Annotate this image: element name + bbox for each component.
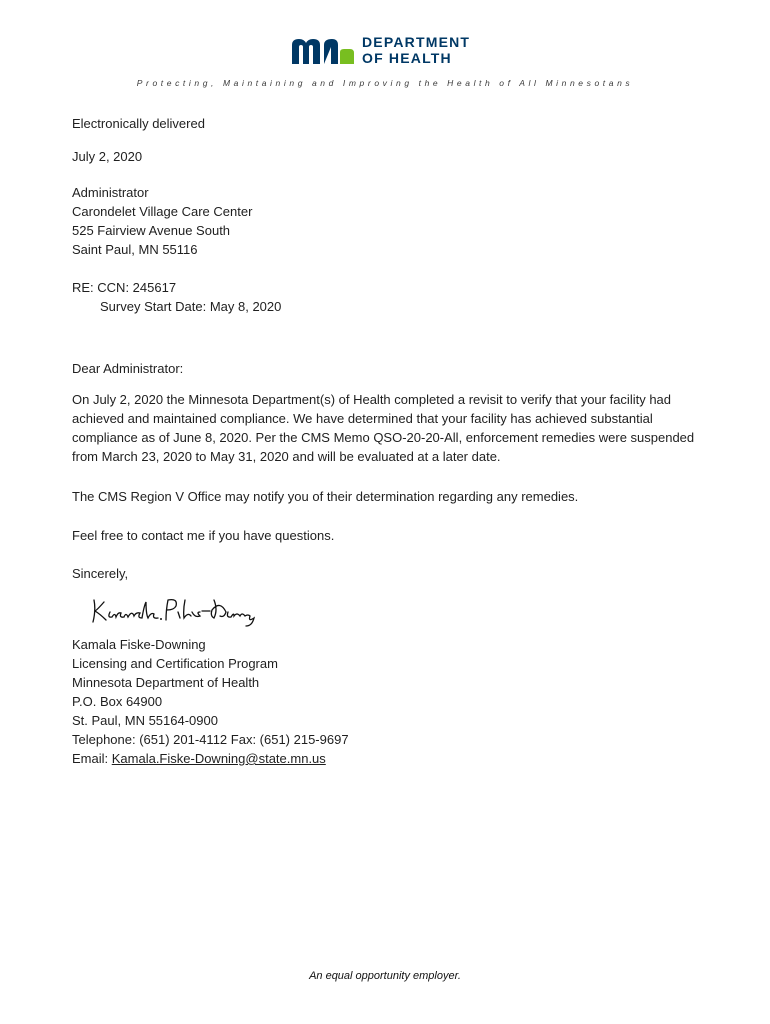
body-paragraph-2: The CMS Region V Office may notify you of their determination regarding any remedies. [72,489,579,504]
sender-phone-fax: Telephone: (651) 201-4112 Fax: (651) 215-9697 [72,732,349,747]
tagline: Protecting, Maintaining and Improving the Health of All Minnesotans [136,78,634,88]
salutation: Dear Administrator: [72,361,184,376]
sender-name: Kamala Fiske-Downing [72,637,206,652]
recipient-city: Saint Paul, MN 55116 [72,242,198,257]
body-paragraph-3: Feel free to contact me if you have questions. [72,528,335,543]
re-ccn: RE: CCN: 245617 [72,280,177,295]
department-name [362,34,470,66]
re-survey-date: Survey Start Date: May 8, 2020 [100,299,282,314]
org-line-2: OF HEALTH [362,50,452,66]
sender-email-line [72,751,326,767]
mn-logo-icon [290,36,356,66]
body-paragraph-1: On July 2, 2020 the Minnesota Department(s) of Health completed a revisit to verify that your facility had achieved and maintained compliance. We have determined that your facility has achieved substantial compliance as of June 8, 2020. Per the CMS Memo QSO-20-20-All, enforcement remedies were suspended from March 23, 2020 to May 31, 2020 and will be evaluated at a later date. [72,392,695,464]
delivery-method: Electronically delivered [72,116,205,131]
org-line-1: DEPARTMENT [362,34,471,50]
email-link[interactable]: Kamala.Fiske-Downing@state.mn.us [111,751,326,766]
sender-program: Licensing and Certification Program [72,656,278,671]
letterhead [0,30,770,70]
closing: Sincerely, [72,566,129,581]
sender-department: Minnesota Department of Health [72,675,260,690]
handwritten-signature [88,592,268,628]
recipient-title: Administrator [72,185,149,200]
recipient-street: 525 Fairview Avenue South [72,223,231,238]
email-label: Email: [72,751,112,766]
sender-po-box: P.O. Box 64900 [72,694,163,709]
letter-date: July 2, 2020 [72,149,143,164]
footer-text: An equal opportunity employer. [309,970,461,982]
recipient-facility: Carondelet Village Care Center [72,204,253,219]
sender-city: St. Paul, MN 55164-0900 [72,713,218,728]
